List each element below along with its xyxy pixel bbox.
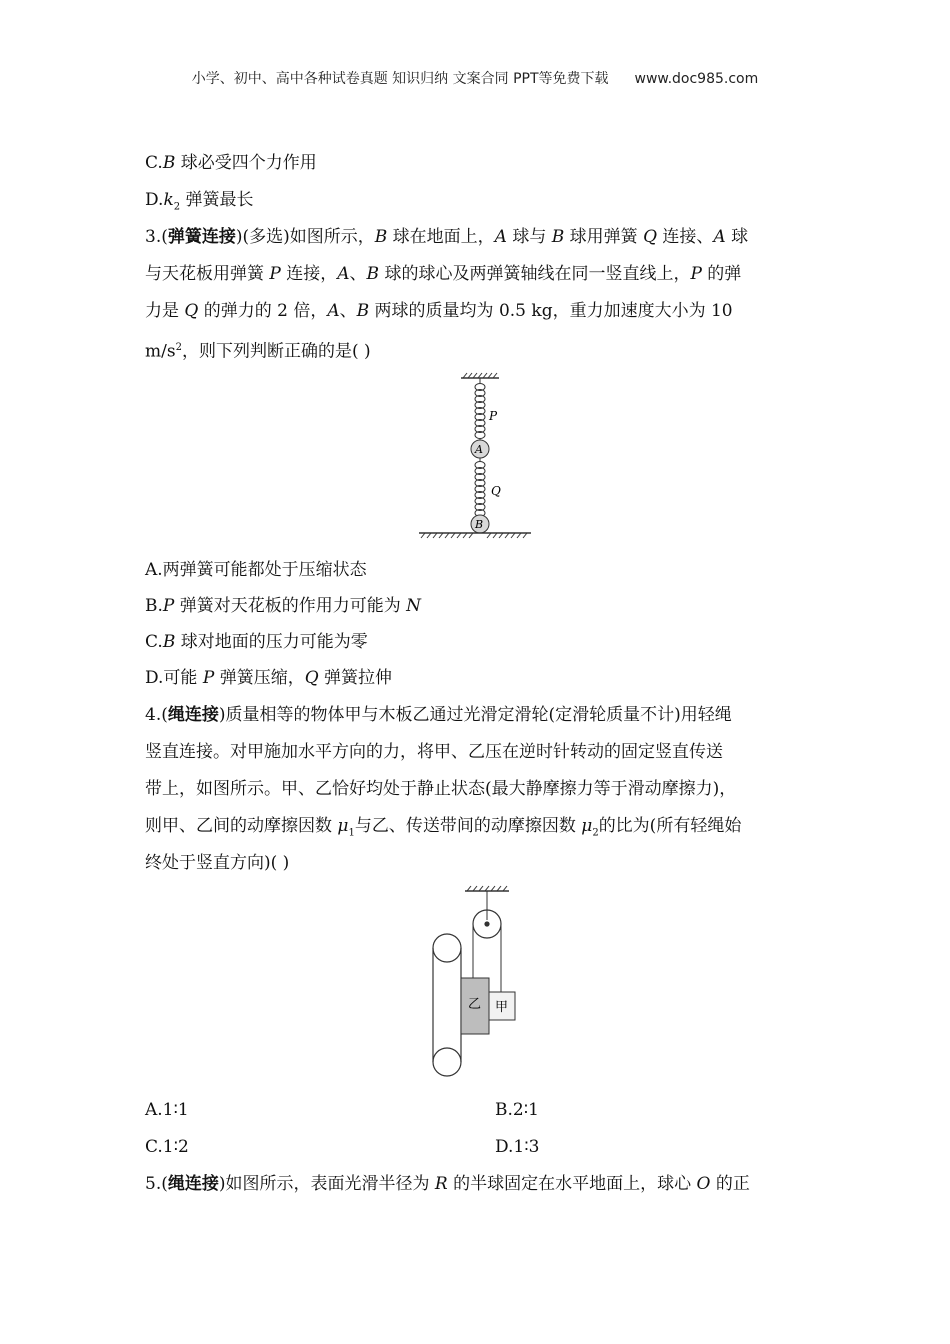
q3-line-3: 力是 Q 的弹力的 2 倍，A、B 两球的质量均为 0.5 kg，重力加速度大小为 10	[145, 301, 733, 321]
q3-line-4: $m/s^2$，则下列判断正确的是( )	[145, 341, 371, 362]
label-q: Q	[491, 484, 501, 498]
label-yi: 乙	[468, 997, 482, 1012]
q3-spring-figure	[415, 372, 535, 544]
q3-tag: 弹簧连接	[167, 227, 236, 247]
q4-line-5: 终处于竖直方向)( )	[145, 853, 290, 873]
q4-option-b: B.2∶1	[495, 1100, 539, 1120]
label-jia: 甲	[495, 1000, 509, 1015]
q4-line-1: 4.(绳连接)质量相等的物体甲与木板乙通过光滑定滑轮(定滑轮质量不计)用轻绳	[145, 705, 732, 725]
q4-line-3: 带上，如图所示。甲、乙恰好均处于静止状态(最大静摩擦力等于滑动摩擦力)，	[145, 779, 737, 799]
q4-tag: 绳连接	[167, 705, 219, 725]
header-text: 小学、初中、高中各种试卷真题 知识归纳 文案合同 PPT等免费下载	[191, 71, 609, 87]
page-header	[0, 68, 950, 88]
spring-p	[475, 378, 485, 440]
q3-option-b: B.P 弹簧对天花板的作用力可能为 N	[145, 596, 422, 616]
q3-line-1: 3.(弹簧连接)(多选)如图所示，B 球在地面上，A 球与 B 球用弹簧 Q 连接、A 球	[145, 227, 749, 247]
q5-line-1: 5.(绳连接)如图所示，表面光滑半径为 R 的半球固定在水平地面上，球心 O 的正	[145, 1174, 750, 1194]
label-a: A	[475, 443, 483, 456]
ceiling-hatch	[461, 373, 499, 378]
q4-option-d: D.1∶3	[495, 1137, 540, 1157]
q4-option-a: A.1∶1	[145, 1100, 189, 1120]
q3-line-2: 与天花板用弹簧 P 连接，A、B 球的球心及两弹簧轴线在同一竖直线上，P 的弹	[145, 264, 742, 284]
q3-option-c: C.B 球对地面的压力可能为零	[145, 632, 368, 652]
q5-tag: 绳连接	[167, 1174, 219, 1194]
q4-option-c: C.1∶2	[145, 1137, 189, 1157]
spring-q	[475, 458, 485, 517]
q4-belt-figure	[425, 884, 525, 1082]
q4-line-2: 竖直连接。对甲施加水平方向的力，将甲、乙压在逆时针转动的固定竖直传送	[145, 742, 723, 762]
q2-option-d: $D.k_2$ 弹簧最长	[145, 190, 254, 213]
q2-option-c: C.B 球必受四个力作用	[145, 153, 317, 173]
header-site: www.doc985.com	[634, 71, 759, 87]
ground-hatch	[419, 533, 531, 538]
label-b: B	[475, 518, 484, 531]
ceiling-hatch-2	[465, 886, 509, 891]
q3-option-d: D.可能 P 弹簧压缩，Q 弹簧拉伸	[145, 668, 393, 688]
q4-line-4: 则甲、乙间的动摩擦因数 $\mu_1$与乙、传送带间的动摩擦因数 $\mu_2$的比为(所有轻绳始	[145, 816, 742, 839]
label-p: P	[489, 409, 498, 423]
conveyor-belt	[433, 934, 461, 1076]
q3-option-a: A.两弹簧可能都处于压缩状态	[145, 560, 367, 580]
